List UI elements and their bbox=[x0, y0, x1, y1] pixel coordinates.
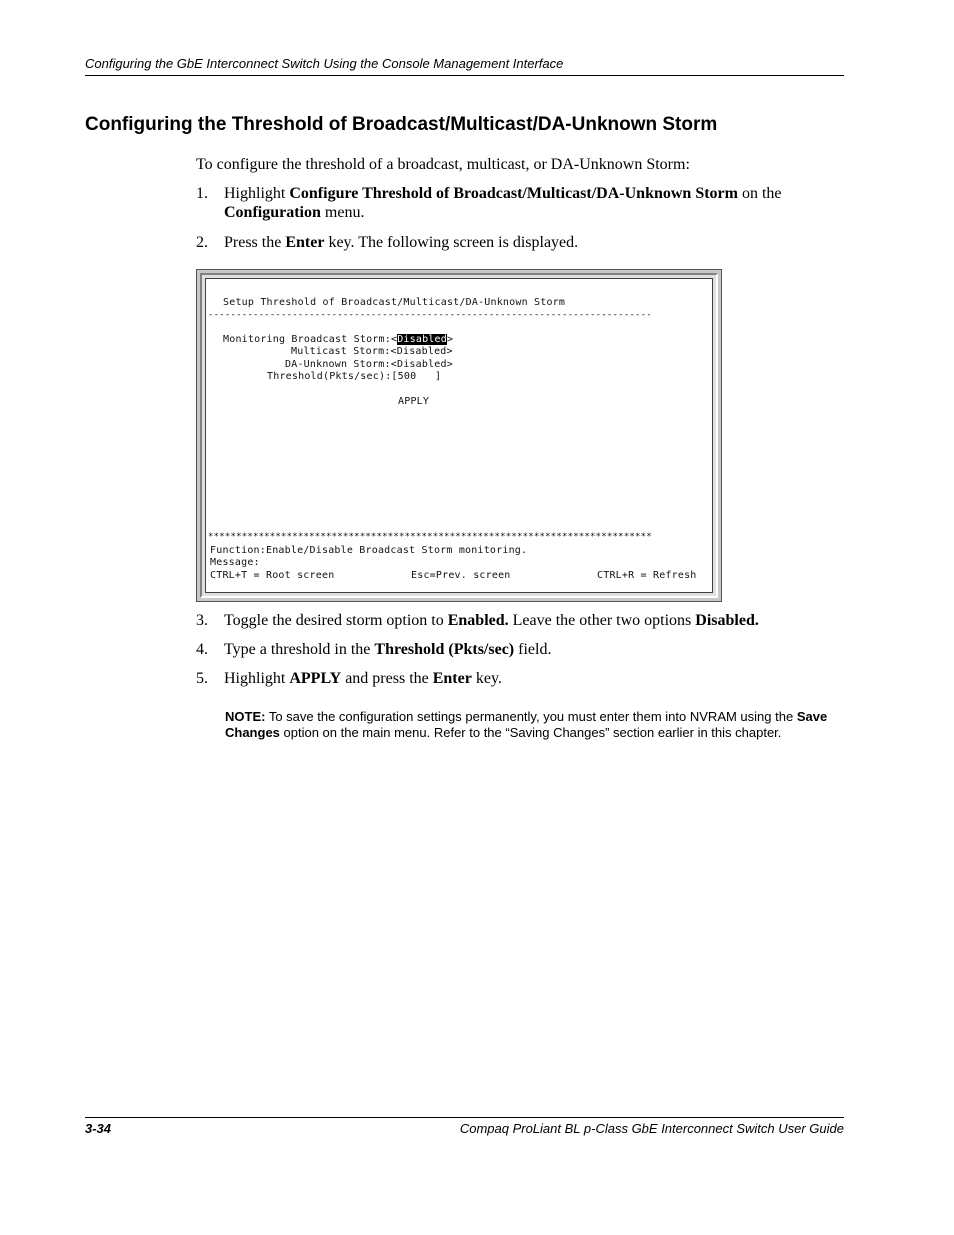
step-text: and press the bbox=[341, 670, 433, 687]
note-text: option on the main menu. Refer to the “Saving Changes” section earlier in this chapter. bbox=[279, 725, 782, 740]
step-text: Type a threshold in the bbox=[224, 641, 375, 658]
step-number: 2. bbox=[196, 234, 208, 251]
step-bold: Enter bbox=[432, 670, 472, 687]
step-4 bbox=[196, 640, 836, 659]
step-1 bbox=[196, 184, 836, 222]
step-text: Highlight bbox=[224, 670, 290, 687]
step-text: key. bbox=[471, 670, 502, 687]
dash-separator: ------------------------------------------------------------------------------- bbox=[208, 310, 652, 320]
function-line: Function:Enable/Disable Broadcast Storm monitoring. bbox=[210, 545, 528, 556]
step-3 bbox=[196, 611, 836, 630]
message-line: Message: bbox=[210, 557, 260, 568]
apply-button[interactable]: APPLY bbox=[398, 396, 430, 407]
step-number: 4. bbox=[196, 641, 208, 658]
note-text: To save the configuration settings permanently, you must enter them into NVRAM using the bbox=[265, 709, 797, 724]
star-separator: ******************************************************************************* bbox=[208, 532, 652, 542]
step-text: Leave the other two options bbox=[508, 612, 696, 629]
step-text: field. bbox=[514, 641, 552, 658]
broadcast-storm-value[interactable]: Disabled bbox=[397, 334, 447, 345]
running-header: Configuring the GbE Interconnect Switch Using the Console Management Interface bbox=[85, 56, 844, 76]
page-number: 3-34 bbox=[85, 1121, 112, 1136]
note-bold: Save Changes bbox=[225, 709, 828, 740]
ctrl-t-hint: CTRL+T = Root screen bbox=[210, 570, 335, 581]
console-screenshot bbox=[196, 269, 722, 602]
step-bold: APPLY bbox=[289, 670, 342, 687]
esc-hint: Esc=Prev. screen bbox=[411, 570, 511, 581]
step-number: 3. bbox=[196, 612, 208, 629]
step-bold: Disabled. bbox=[695, 612, 759, 629]
daunknown-storm-field[interactable]: DA-Unknown Storm:<Disabled> bbox=[285, 359, 453, 370]
section-title: Configuring the Threshold of Broadcast/Multicast/DA-Unknown Storm bbox=[85, 114, 718, 135]
step-bold: Enabled. bbox=[447, 612, 509, 629]
note-label: NOTE: bbox=[225, 709, 266, 724]
ctrl-r-hint: CTRL+R = Refresh bbox=[597, 570, 697, 581]
console-bevel bbox=[200, 273, 718, 598]
console-screen bbox=[205, 278, 713, 593]
step-bold: Enter bbox=[285, 234, 325, 251]
running-footer bbox=[85, 1117, 844, 1137]
step-text: menu. bbox=[320, 204, 365, 221]
step-2 bbox=[196, 233, 836, 252]
step-number: 5. bbox=[196, 670, 208, 687]
threshold-field[interactable]: Threshold(Pkts/sec):[500 ] bbox=[267, 371, 442, 382]
step-text: key. The following screen is displayed. bbox=[324, 234, 579, 251]
broadcast-storm-field[interactable]: Monitoring Broadcast Storm:<Disabled> bbox=[223, 334, 454, 345]
step-number: 1. bbox=[196, 185, 208, 202]
multicast-storm-field[interactable]: Multicast Storm:<Disabled> bbox=[291, 346, 453, 357]
step-text: on the bbox=[737, 185, 782, 202]
step-bold: Threshold (Pkts/sec) bbox=[374, 641, 515, 658]
step-bold: Configuration bbox=[224, 204, 321, 221]
screen-title: Setup Threshold of Broadcast/Multicast/DA-Unknown Storm bbox=[223, 297, 566, 308]
document-title: Compaq ProLiant BL p-Class GbE Interconnect Switch User Guide bbox=[459, 1121, 844, 1136]
step-text: Press the bbox=[224, 234, 286, 251]
intro-paragraph: To configure the threshold of a broadcast, multicast, or DA-Unknown Storm: bbox=[196, 156, 690, 173]
step-bold: Configure Threshold of Broadcast/Multicast/DA-Unknown Storm bbox=[289, 185, 738, 202]
step-text: Highlight bbox=[224, 185, 290, 202]
step-5 bbox=[196, 669, 836, 688]
step-text: Toggle the desired storm option to bbox=[224, 612, 448, 629]
broadcast-storm-label: Monitoring Broadcast Storm: bbox=[223, 334, 391, 345]
note-block bbox=[225, 709, 840, 741]
